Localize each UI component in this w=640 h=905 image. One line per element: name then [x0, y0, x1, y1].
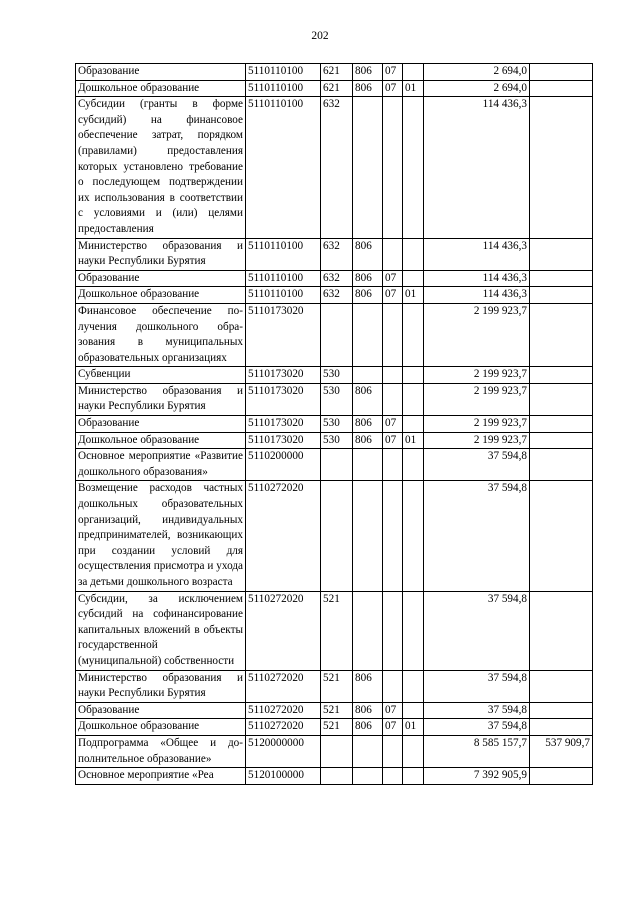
row-subsection	[403, 702, 424, 719]
row-name: Подпрограмма «Общее и дополнительное образование»	[76, 735, 246, 767]
row-subsection: 01	[403, 80, 424, 97]
row-department-code: 806	[353, 80, 383, 97]
row-amount: 2 199 923,7	[424, 432, 530, 449]
row-extra-amount	[530, 432, 593, 449]
row-amount: 2 694,0	[424, 80, 530, 97]
row-amount: 114 436,3	[424, 238, 530, 270]
row-name: Основное мероприятие «Реа	[76, 768, 246, 785]
table-row	[76, 416, 593, 433]
row-amount: 37 594,8	[424, 591, 530, 670]
table-row	[76, 238, 593, 270]
row-amount: 8 585 157,7	[424, 735, 530, 767]
row-department-code: 806	[353, 238, 383, 270]
row-subsection: 01	[403, 287, 424, 304]
row-department-code	[353, 735, 383, 767]
row-extra-amount	[530, 670, 593, 702]
row-target-code: 5110110100	[246, 64, 321, 81]
row-amount: 2 199 923,7	[424, 416, 530, 433]
row-subsection	[403, 591, 424, 670]
row-subsection	[403, 303, 424, 366]
row-expense-type: 632	[321, 270, 353, 287]
row-section: 07	[383, 80, 403, 97]
row-department-code	[353, 97, 383, 238]
row-extra-amount	[530, 719, 593, 736]
table-row	[76, 719, 593, 736]
row-expense-type: 632	[321, 287, 353, 304]
row-extra-amount	[530, 303, 593, 366]
row-expense-type: 530	[321, 432, 353, 449]
table-row	[76, 432, 593, 449]
row-amount: 2 199 923,7	[424, 383, 530, 415]
row-subsection	[403, 768, 424, 785]
row-amount: 2 199 923,7	[424, 303, 530, 366]
row-name: Образование	[76, 64, 246, 81]
row-extra-amount	[530, 238, 593, 270]
row-expense-type: 632	[321, 97, 353, 238]
row-subsection	[403, 270, 424, 287]
row-section	[383, 97, 403, 238]
row-expense-type	[321, 449, 353, 481]
row-target-code: 5110110100	[246, 97, 321, 238]
row-department-code: 806	[353, 702, 383, 719]
row-subsection: 01	[403, 432, 424, 449]
row-target-code: 5110272020	[246, 670, 321, 702]
page-number: 202	[311, 30, 329, 42]
row-section: 07	[383, 287, 403, 304]
row-extra-amount	[530, 80, 593, 97]
row-department-code: 806	[353, 719, 383, 736]
row-subsection	[403, 449, 424, 481]
row-target-code: 5110173020	[246, 303, 321, 366]
row-expense-type	[321, 303, 353, 366]
row-amount: 2 694,0	[424, 64, 530, 81]
row-section	[383, 238, 403, 270]
row-expense-type: 530	[321, 367, 353, 384]
row-extra-amount	[530, 591, 593, 670]
row-department-code	[353, 303, 383, 366]
table-row	[76, 591, 593, 670]
row-amount: 37 594,8	[424, 670, 530, 702]
row-target-code: 5110200000	[246, 449, 321, 481]
row-expense-type: 521	[321, 719, 353, 736]
table-row	[76, 367, 593, 384]
row-section	[383, 670, 403, 702]
row-name: Субсидии, за исключением субсидий на софинансирование капитальных вложений в объекты государственной (муниципальной) собственности	[76, 591, 246, 670]
row-target-code: 5110110100	[246, 287, 321, 304]
row-extra-amount	[530, 97, 593, 238]
row-name: Дошкольное образование	[76, 719, 246, 736]
budget-table-body	[76, 64, 593, 785]
table-row	[76, 97, 593, 238]
row-department-code: 806	[353, 270, 383, 287]
budget-table	[75, 63, 593, 785]
row-name: Финансовое обеспечение получения дошкольного образования в муниципальных образовательных организациях	[76, 303, 246, 366]
row-expense-type: 521	[321, 702, 353, 719]
row-department-code	[353, 591, 383, 670]
row-expense-type	[321, 735, 353, 767]
row-subsection	[403, 735, 424, 767]
row-name: Возмещение расходов частных дошкольных образовательных организаций, индивидуальных предпринимателей, возникающих при создании условий для осуществления присмотра и ухода за детьми дошкольного возраста	[76, 481, 246, 591]
row-section	[383, 481, 403, 591]
row-name: Образование	[76, 270, 246, 287]
row-target-code: 5110272020	[246, 719, 321, 736]
row-expense-type: 530	[321, 383, 353, 415]
row-name: Основное мероприятие «Развитие дошкольного образования»	[76, 449, 246, 481]
row-target-code: 5110173020	[246, 383, 321, 415]
row-section	[383, 303, 403, 366]
row-amount: 7 392 905,9	[424, 768, 530, 785]
table-row	[76, 383, 593, 415]
row-amount: 114 436,3	[424, 287, 530, 304]
row-department-code: 806	[353, 287, 383, 304]
row-section	[383, 591, 403, 670]
row-department-code: 806	[353, 670, 383, 702]
row-name: Субвенции	[76, 367, 246, 384]
row-extra-amount	[530, 768, 593, 785]
row-expense-type: 632	[321, 238, 353, 270]
row-amount: 114 436,3	[424, 97, 530, 238]
row-extra-amount	[530, 287, 593, 304]
row-target-code: 5120000000	[246, 735, 321, 767]
row-target-code: 5110272020	[246, 702, 321, 719]
table-row	[76, 670, 593, 702]
row-amount: 37 594,8	[424, 702, 530, 719]
row-extra-amount	[530, 270, 593, 287]
row-extra-amount	[530, 383, 593, 415]
row-name: Образование	[76, 416, 246, 433]
row-target-code: 5110173020	[246, 416, 321, 433]
row-subsection	[403, 97, 424, 238]
table-row	[76, 735, 593, 767]
table-row	[76, 80, 593, 97]
row-extra-amount	[530, 416, 593, 433]
row-section: 07	[383, 702, 403, 719]
row-section: 07	[383, 719, 403, 736]
row-department-code: 806	[353, 432, 383, 449]
row-subsection	[403, 481, 424, 591]
row-section: 07	[383, 270, 403, 287]
row-name: Министерство образования и науки Республики Бурятия	[76, 670, 246, 702]
row-section	[383, 383, 403, 415]
row-department-code: 806	[353, 383, 383, 415]
row-name: Дошкольное образование	[76, 80, 246, 97]
row-section: 07	[383, 432, 403, 449]
row-extra-amount: 537 909,7	[530, 735, 593, 767]
row-department-code	[353, 481, 383, 591]
row-section: 07	[383, 416, 403, 433]
row-extra-amount	[530, 702, 593, 719]
table-row	[76, 768, 593, 785]
row-subsection	[403, 416, 424, 433]
row-amount: 37 594,8	[424, 449, 530, 481]
row-extra-amount	[530, 64, 593, 81]
row-subsection	[403, 238, 424, 270]
row-name: Образование	[76, 702, 246, 719]
row-expense-type: 530	[321, 416, 353, 433]
row-amount: 114 436,3	[424, 270, 530, 287]
table-row	[76, 481, 593, 591]
row-target-code: 5110110100	[246, 238, 321, 270]
row-extra-amount	[530, 449, 593, 481]
row-target-code: 5110272020	[246, 591, 321, 670]
row-expense-type	[321, 481, 353, 591]
row-expense-type	[321, 768, 353, 785]
row-section	[383, 768, 403, 785]
row-expense-type: 621	[321, 80, 353, 97]
table-row	[76, 270, 593, 287]
row-expense-type: 521	[321, 670, 353, 702]
row-subsection	[403, 367, 424, 384]
table-row	[76, 287, 593, 304]
row-section: 07	[383, 64, 403, 81]
row-section	[383, 449, 403, 481]
row-name: Дошкольное образование	[76, 287, 246, 304]
table-row	[76, 449, 593, 481]
row-target-code: 5110173020	[246, 432, 321, 449]
row-name: Министерство образования и науки Республики Бурятия	[76, 238, 246, 270]
row-amount: 37 594,8	[424, 719, 530, 736]
row-subsection	[403, 383, 424, 415]
row-target-code: 5120100000	[246, 768, 321, 785]
row-extra-amount	[530, 367, 593, 384]
row-name: Субсидии (гранты в форме субсидий) на финансовое обеспечение затрат, порядком (правилами) предоставления которых установлено требование о последующем подтверждении их использования в соответствии с условиями и (или) целями предоставления	[76, 97, 246, 238]
row-name: Дошкольное образование	[76, 432, 246, 449]
row-target-code: 5110110100	[246, 270, 321, 287]
table-row	[76, 64, 593, 81]
row-section	[383, 367, 403, 384]
row-target-code: 5110110100	[246, 80, 321, 97]
table-row	[76, 303, 593, 366]
row-amount: 37 594,8	[424, 481, 530, 591]
row-target-code: 5110272020	[246, 481, 321, 591]
row-department-code	[353, 449, 383, 481]
row-expense-type: 621	[321, 64, 353, 81]
row-extra-amount	[530, 481, 593, 591]
row-section	[383, 735, 403, 767]
row-name: Министерство образования и науки Республики Бурятия	[76, 383, 246, 415]
row-amount: 2 199 923,7	[424, 367, 530, 384]
row-subsection	[403, 64, 424, 81]
table-row	[76, 702, 593, 719]
row-department-code: 806	[353, 416, 383, 433]
row-department-code	[353, 367, 383, 384]
row-subsection: 01	[403, 719, 424, 736]
row-department-code: 806	[353, 64, 383, 81]
row-expense-type: 521	[321, 591, 353, 670]
row-target-code: 5110173020	[246, 367, 321, 384]
row-department-code	[353, 768, 383, 785]
row-subsection	[403, 670, 424, 702]
